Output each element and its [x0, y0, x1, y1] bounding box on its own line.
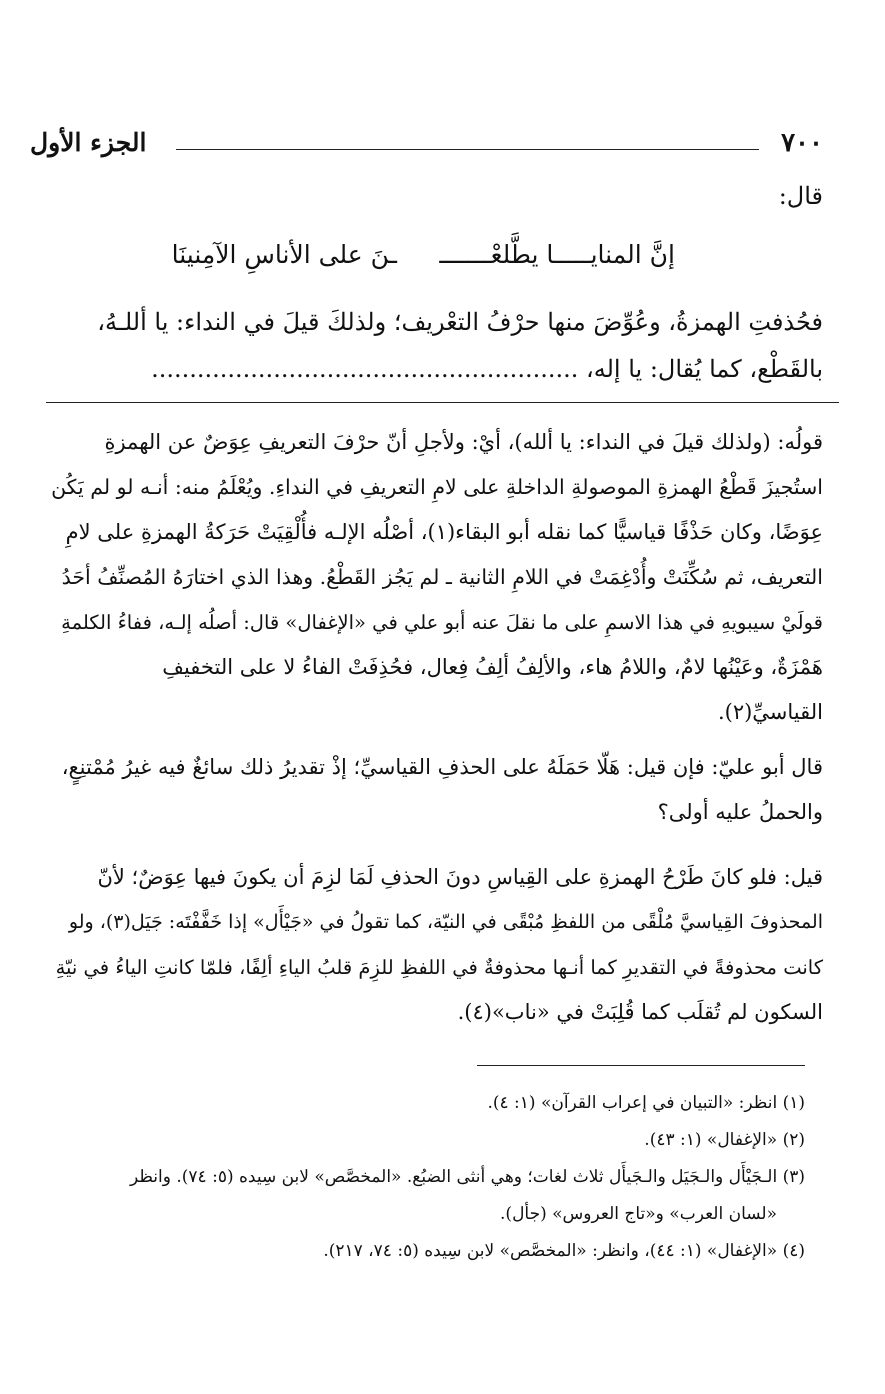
- commentary-line: المحذوفَ القِياسيَّ مُلْقًى من اللفظِ مُبْقًى في النيّة، كما تقولُ في «جَيْأَل» إذا خَفَّفْتَه: جَيَل(٣)، ولو: [68, 911, 823, 933]
- footnotes: [50, 1085, 805, 1270]
- commentary-line: قولُه: (ولذلك قيلَ في النداء: يا ألله)، أيْ: ولأجلِ أنّ حرْفَ التعريفِ عِوَضٌ عن الهمزةِ: [104, 430, 823, 454]
- footnote-1: (١) انظر: «التبيان في إعراب القرآن» (١: ٤).: [487, 1093, 805, 1113]
- text-divider: [46, 402, 839, 403]
- commentary-line: قيل: فلو كانَ طَرْحُ الهمزةِ على القِياسِ دونَ الحذفِ لَمَا لزِمَ أن يكونَ فيها عِوَضٌ؛ لأنّ: [97, 865, 823, 889]
- commentary-line: عِوَضًا، وكان حَذْفًا قياسيًّا كما نقله أبو البقاء(١)، أصْلُه الإلـه فأُلْقِيَتْ حَرَكةُ الهمزةِ على لامِ: [65, 520, 823, 544]
- page-number: ٧٠٠: [781, 128, 823, 158]
- verse-hemistich-2: ـنَ على الأناسِ الآمِنينَا: [171, 240, 397, 269]
- commentary-line: كانت محذوفةً في التقديرِ كما أنـها محذوفةٌ في اللفظِ للزِمَ قلبُ الياءِ ألِفًا، فلمّا كانتِ الياءُ في نيّةِ: [55, 956, 823, 979]
- commentary-line: التعريف، ثم سُكِّنَتْ وأُدْغِمَتْ في اللامِ الثانية ـ لم يَجُز القَطْعُ. وهذا الذي اختارَهُ المُصنِّفُ أحَدُ: [61, 565, 823, 589]
- footnote-3-continued: «لسان العرب» و«تاج العروس» (جأل).: [500, 1204, 777, 1224]
- commentary-line: هَمْزَةٌ، وعَيْنُها لامٌ، واللامُ هاء، والألِفُ ألِفُ فِعال، فحُذِفَتْ الفاءُ لا على التخفيفِ: [162, 655, 823, 679]
- part-title: الجزء الأول: [30, 128, 147, 157]
- footnote-2: (٢) «الإغفال» (١: ٤٣).: [644, 1130, 805, 1150]
- poem-intro: قال:: [778, 182, 823, 210]
- commentary-line: والحملُ عليه أولى؟: [657, 800, 823, 824]
- commentary-line: قولَيْ سيبويهِ في هذا الاسمِ على ما نقلَ عنه أبو علي في «الإغفال» قال: أصلُه إلـه، ففاءُ الكلمةِ: [61, 611, 823, 634]
- matn-line: بالقَطْع، كما يُقال: يا إله، ........................................................: [151, 355, 823, 383]
- commentary-line: استُجيزَ قَطْعُ الهمزةِ الموصولةِ الداخلةِ على لامِ التعريفِ في النداءِ. ويُعْلَمُ منه: أنـه لو لم يَكُن: [51, 475, 823, 499]
- commentary-line: القياسيِّ(٢).: [717, 700, 823, 724]
- footnote-divider: [477, 1065, 805, 1066]
- matn-line: فحُذفتِ الهمزةُ، وعُوِّضَ منها حرْفُ التعْريف؛ ولذلكَ قيلَ في النداء: يا أللـهُ،: [97, 308, 823, 336]
- commentary-paragraph: [50, 420, 823, 735]
- footnote-3: (٣) الـجَيْأَل والـجَيَل والـجَيأَل ثلاث لغات؛ وهي أنثى الضبُع. «المخصَّص» لابن سِيده (٥: ٧٤). وانظر: [129, 1167, 805, 1187]
- commentary-line: قال أبو عليّ: فإن قيل: هَلّا حَمَلَهُ على الحذفِ القياسيِّ؛ إذْ تقديرُ ذلك سائغٌ فيه غيرُ مُمْتنِعٍ،: [61, 755, 823, 779]
- commentary-paragraph: [50, 855, 823, 1035]
- verse-hemistich-1: إنَّ المنايـــــا يطَّلعْـــــــ: [439, 240, 675, 269]
- commentary-line: السكون لم تُقلَب كما قُلِبَتْ في «ناب»(٤).: [457, 1000, 823, 1024]
- footnote-4: (٤) «الإغفال» (١: ٤٤)، وانظر: «المخصَّص» لابن سِيده (٥: ٧٤، ٢١٧).: [323, 1241, 805, 1261]
- header-rule: [176, 149, 759, 150]
- page-header: [30, 128, 823, 168]
- commentary-paragraph: [50, 745, 823, 835]
